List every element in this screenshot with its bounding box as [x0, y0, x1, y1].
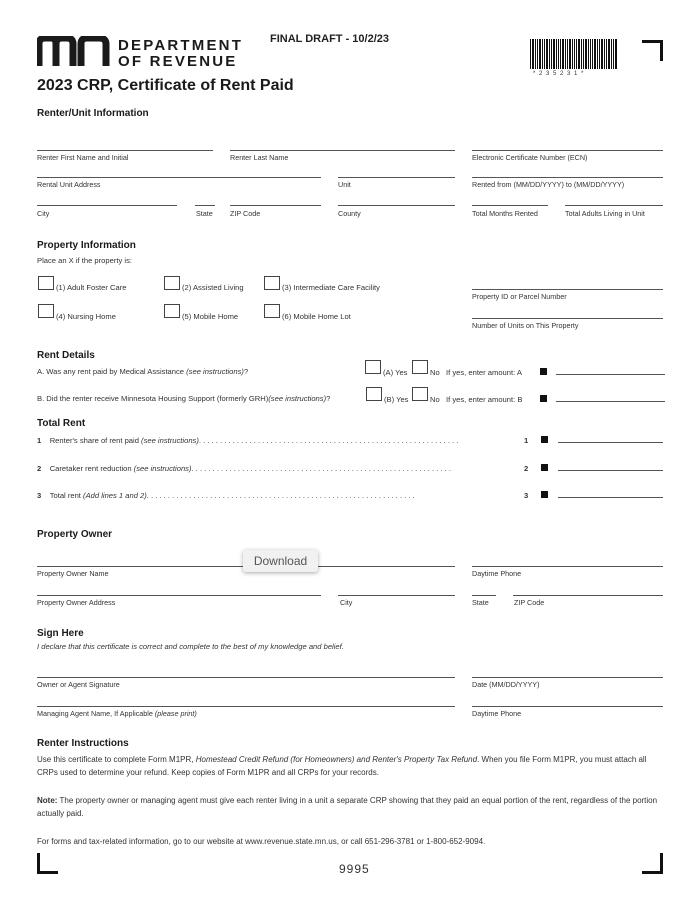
- line-number: 1: [37, 436, 42, 445]
- line-3-field[interactable]: [558, 497, 663, 498]
- unit-label: Unit: [338, 180, 351, 189]
- logo-line-2: OF REVENUE: [118, 53, 238, 70]
- draft-label: FINAL DRAFT - 10/2/23: [270, 33, 389, 45]
- state-label: State: [196, 209, 213, 218]
- owner-state-field[interactable]: [472, 595, 496, 596]
- question-b-no-checkbox[interactable]: [412, 387, 428, 401]
- mobile-home-lot-checkbox[interactable]: [264, 304, 280, 318]
- owner-phone-field[interactable]: [472, 566, 663, 567]
- owner-city-field[interactable]: [338, 595, 455, 596]
- barcode: [530, 39, 618, 75]
- line-ref: 2: [524, 464, 529, 473]
- total-months-field[interactable]: [472, 205, 548, 206]
- intermediate-care-label: (3) Intermediate Care Facility: [282, 283, 380, 292]
- line-text: Renter's share of rent paid: [49, 436, 142, 445]
- line-number: 2: [37, 464, 42, 473]
- question-b-amount-label: If yes, enter amount: B: [446, 395, 523, 404]
- line-text: Caretaker rent reduction: [49, 464, 134, 473]
- nursing-home-checkbox[interactable]: [38, 304, 54, 318]
- address-field[interactable]: [37, 177, 321, 178]
- note-paragraph: [37, 795, 663, 820]
- total-adults-field[interactable]: [565, 205, 663, 206]
- question-a-amount-label: If yes, enter amount: A: [446, 368, 522, 377]
- mn-logo-icon: [37, 36, 113, 68]
- last-name-label: Renter Last Name: [230, 153, 289, 162]
- sign-date-field[interactable]: [472, 677, 663, 678]
- total-rent-line: [37, 464, 521, 473]
- agent-phone-label: Daytime Phone: [472, 709, 522, 718]
- corner-mark-bottom-left: [37, 853, 58, 874]
- footer-info: For forms and tax-related information, go to our website at www.revenue.state.mn.us, or call 651-296-3781 or 1-800-652-9094.: [37, 837, 486, 846]
- marker-icon: [541, 436, 548, 443]
- signature-label: Owner or Agent Signature: [37, 680, 120, 689]
- owner-phone-label: Daytime Phone: [472, 569, 522, 578]
- instructions-italic: Homestead Credit Refund (for Homeowners) and Renter's Property Tax Refund: [195, 755, 478, 764]
- num-units-field[interactable]: [472, 318, 663, 319]
- assisted-living-label: (2) Assisted Living: [182, 283, 244, 292]
- line-ref: 3: [524, 491, 529, 500]
- total-rent-line: [37, 491, 524, 500]
- note-text: The property owner or managing agent must give each renter living in a unit a separate CRP showing that they paid an equal portion of the rent, regardless of the portion actually paid.: [37, 796, 658, 818]
- owner-address-label: Property Owner Address: [37, 598, 116, 607]
- nursing-home-label: (4) Nursing Home: [56, 312, 116, 321]
- amount-b-field[interactable]: [556, 401, 665, 402]
- line-dots: . . . . . . . . . . . . . . . . . . . . . . . . . . . . . . . . . . . . . . . . . . . . . . . . . . . . . . . . . . . . . .: [198, 436, 459, 445]
- agent-name-label: [37, 709, 197, 718]
- owner-section-heading: Property Owner: [37, 529, 113, 540]
- county-label: County: [338, 209, 361, 218]
- question-b-text: B. Did the renter receive Minnesota Housing Support (formerly GRH): [37, 394, 269, 403]
- rent-details-heading: Rent Details: [37, 350, 95, 361]
- marker-icon: [541, 464, 548, 471]
- question-b-yes-checkbox[interactable]: [366, 387, 382, 401]
- ecn-label: Electronic Certificate Number (ECN): [472, 153, 588, 162]
- property-section-heading: Property Information: [37, 240, 136, 251]
- barcode-icon: [530, 39, 618, 69]
- line-italic: (see instructions): [141, 436, 199, 445]
- instructions-heading: Renter Instructions: [37, 738, 129, 749]
- corner-mark-top-right: [642, 40, 663, 61]
- line-2-field[interactable]: [558, 470, 663, 471]
- line-number: 3: [37, 491, 42, 500]
- intermediate-care-checkbox[interactable]: [264, 276, 280, 290]
- adult-foster-care-checkbox[interactable]: [38, 276, 54, 290]
- amount-a-field[interactable]: [556, 374, 665, 375]
- signature-field[interactable]: [37, 677, 455, 678]
- city-label: City: [37, 209, 50, 218]
- line-dots: . . . . . . . . . . . . . . . . . . . . . . . . . . . . . . . . . . . . . . . . . . . . . . . . . . . . . . . . . . . . . .: [191, 464, 452, 473]
- rented-from-label: Rented from (MM/DD/YYYY) to (MM/DD/YYYY): [472, 180, 625, 189]
- question-a-italic: (see instructions): [186, 367, 244, 376]
- renter-section-heading: Renter/Unit Information: [37, 108, 149, 119]
- instructions-paragraph: [37, 754, 663, 779]
- total-rent-line: [37, 436, 533, 445]
- agent-name-field[interactable]: [37, 706, 455, 707]
- owner-city-label: City: [340, 598, 353, 607]
- mobile-home-checkbox[interactable]: [164, 304, 180, 318]
- county-field[interactable]: [338, 205, 455, 206]
- question-a: [37, 367, 248, 376]
- total-rent-heading: Total Rent: [37, 418, 86, 429]
- last-name-field[interactable]: [230, 150, 455, 151]
- declaration-text: I declare that this certificate is correct and complete to the best of my knowledge and belief.: [37, 642, 344, 651]
- question-b-yes-label: (B) Yes: [384, 395, 409, 404]
- barcode-text: * 2 3 5 2 3 1 *: [533, 71, 585, 77]
- line-italic: (see instructions): [133, 464, 192, 473]
- instructions-text-a: Use this certificate to complete Form M1PR,: [37, 755, 196, 764]
- owner-zip-label: ZIP Code: [514, 598, 545, 607]
- sign-date-label: Date (MM/DD/YYYY): [472, 680, 540, 689]
- instructions-text-b: . When you file Form M1PR, you must attach all CRPs used to determine your refund. Keep copies of Form M1PR and all CRPs for your records.: [37, 755, 647, 777]
- line-text: Total rent: [49, 491, 84, 500]
- department-logo: [37, 36, 247, 70]
- agent-name-italic: (please print): [154, 709, 197, 718]
- city-field[interactable]: [37, 205, 177, 206]
- unit-field[interactable]: [338, 177, 455, 178]
- page-title: 2023 CRP, Certificate of Rent Paid: [37, 77, 294, 94]
- question-b-no-label: No: [430, 395, 440, 404]
- corner-mark-bottom-right: [642, 853, 663, 874]
- line-ref: 1: [524, 436, 529, 445]
- agent-name-text: Managing Agent Name, If Applicable: [37, 709, 155, 718]
- owner-zip-field[interactable]: [513, 595, 663, 596]
- line-1-field[interactable]: [558, 442, 663, 443]
- property-instruction: Place an X if the property is:: [37, 256, 132, 265]
- property-id-label: Property ID or Parcel Number: [472, 292, 567, 301]
- agent-phone-field[interactable]: [472, 706, 663, 707]
- mobile-home-lot-label: (6) Mobile Home Lot: [282, 312, 351, 321]
- owner-address-field[interactable]: [37, 595, 321, 596]
- mobile-home-label: (5) Mobile Home: [182, 312, 239, 321]
- question-a-end: ?: [243, 367, 249, 376]
- question-a-yes-label: (A) Yes: [383, 368, 408, 377]
- num-units-label: Number of Units on This Property: [472, 321, 579, 330]
- logo-line-1: DEPARTMENT: [118, 37, 244, 54]
- first-name-label: Renter First Name and Initial: [37, 153, 129, 162]
- line-dots: . . . . . . . . . . . . . . . . . . . . . . . . . . . . . . . . . . . . . . . . . . . . . . . . . . . . . . . . . . . . . . . .: [146, 491, 415, 500]
- question-a-yes-checkbox[interactable]: [365, 360, 381, 374]
- property-id-field[interactable]: [472, 289, 663, 290]
- sign-section-heading: Sign Here: [37, 628, 84, 639]
- owner-state-label: State: [472, 598, 489, 607]
- question-a-text: A. Was any rent paid by Medical Assistance: [37, 367, 187, 376]
- question-a-no-label: No: [430, 368, 440, 377]
- question-a-no-checkbox[interactable]: [412, 360, 428, 374]
- adult-foster-care-label: (1) Adult Foster Care: [56, 283, 127, 292]
- question-b: [37, 394, 330, 403]
- zip-field[interactable]: [230, 205, 321, 206]
- total-months-label: Total Months Rented: [472, 209, 538, 218]
- address-label: Rental Unit Address: [37, 180, 101, 189]
- note-label: Note:: [37, 796, 58, 805]
- marker-icon: [540, 395, 547, 402]
- form-number: 9995: [339, 862, 370, 876]
- question-b-italic: (see instructions): [268, 394, 327, 403]
- assisted-living-checkbox[interactable]: [164, 276, 180, 290]
- zip-label: ZIP Code: [230, 209, 261, 218]
- owner-name-label: Property Owner Name: [37, 569, 109, 578]
- download-button[interactable]: Download: [243, 550, 318, 572]
- line-italic: (Add lines 1 and 2): [83, 491, 147, 500]
- marker-icon: [540, 368, 547, 375]
- rented-from-field[interactable]: [472, 177, 663, 178]
- question-b-end: ?: [326, 394, 331, 403]
- state-field[interactable]: [195, 205, 215, 206]
- first-name-field[interactable]: [37, 150, 213, 151]
- total-adults-label: Total Adults Living in Unit: [565, 209, 645, 218]
- ecn-field[interactable]: [472, 150, 663, 151]
- marker-icon: [541, 491, 548, 498]
